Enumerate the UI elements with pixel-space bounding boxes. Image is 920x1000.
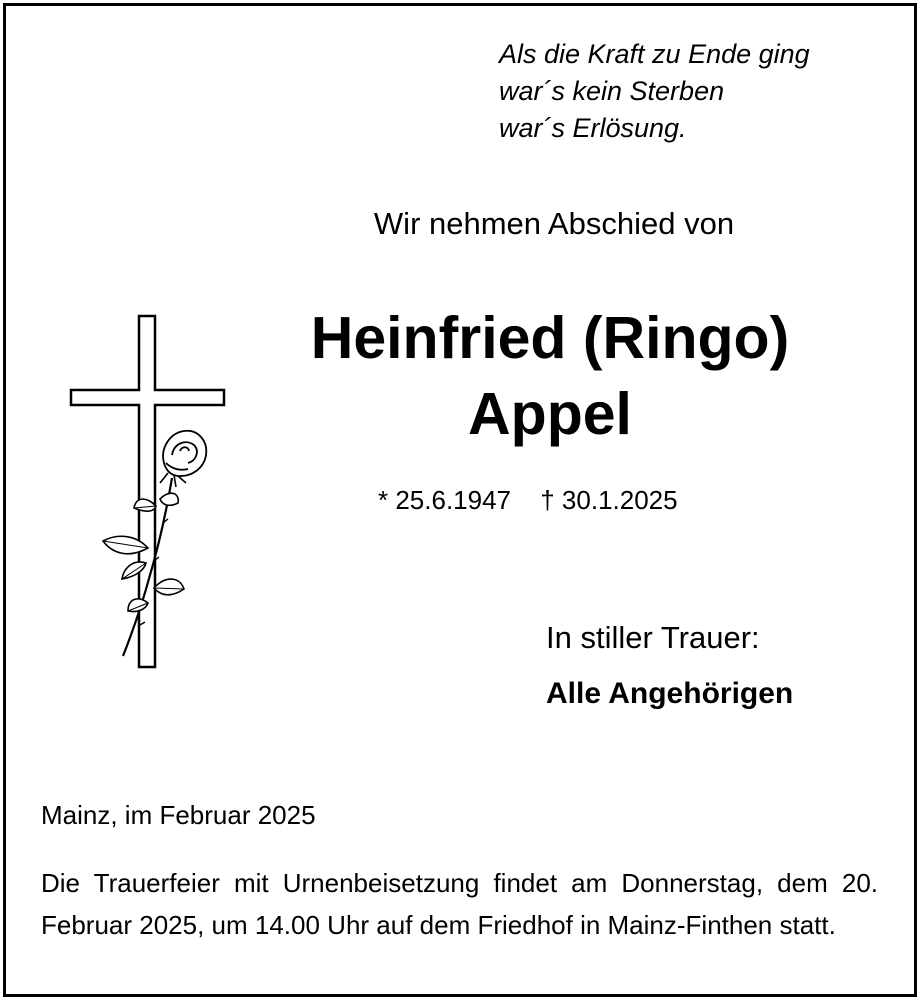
quote-verse [499,36,810,147]
mourners: Alle Angehörigen [546,677,794,710]
cross-with-rose-icon [68,313,228,673]
intro-line [0,206,920,242]
death-date: † 30.1.2025 [540,485,678,515]
quote-line-3: war´s Erlösung. [499,113,687,143]
funeral-notice: Die Trauerfeier mit Urnenbeisetzung findet am Donnerstag, dem 20. Februar 2025, um 14.00 Uhr auf dem Friedhof in Mainz-Finthen statt. [41,868,878,940]
quote-line-2: war´s kein Sterben [499,76,725,106]
life-dates [378,485,678,516]
birth-date: * 25.6.1947 [378,485,512,515]
quote-line-1: Als die Kraft zu Ende ging [499,39,810,69]
deceased-last-name: Appel [468,381,632,447]
mourning-line: In stiller Trauer: [546,620,760,655]
place-date: Mainz, im Februar 2025 [41,800,316,830]
deceased-name [250,300,850,452]
intro-text: Wir nehmen Abschied von [373,206,735,241]
deceased-first-name: Heinfried (Ringo) [310,305,790,371]
